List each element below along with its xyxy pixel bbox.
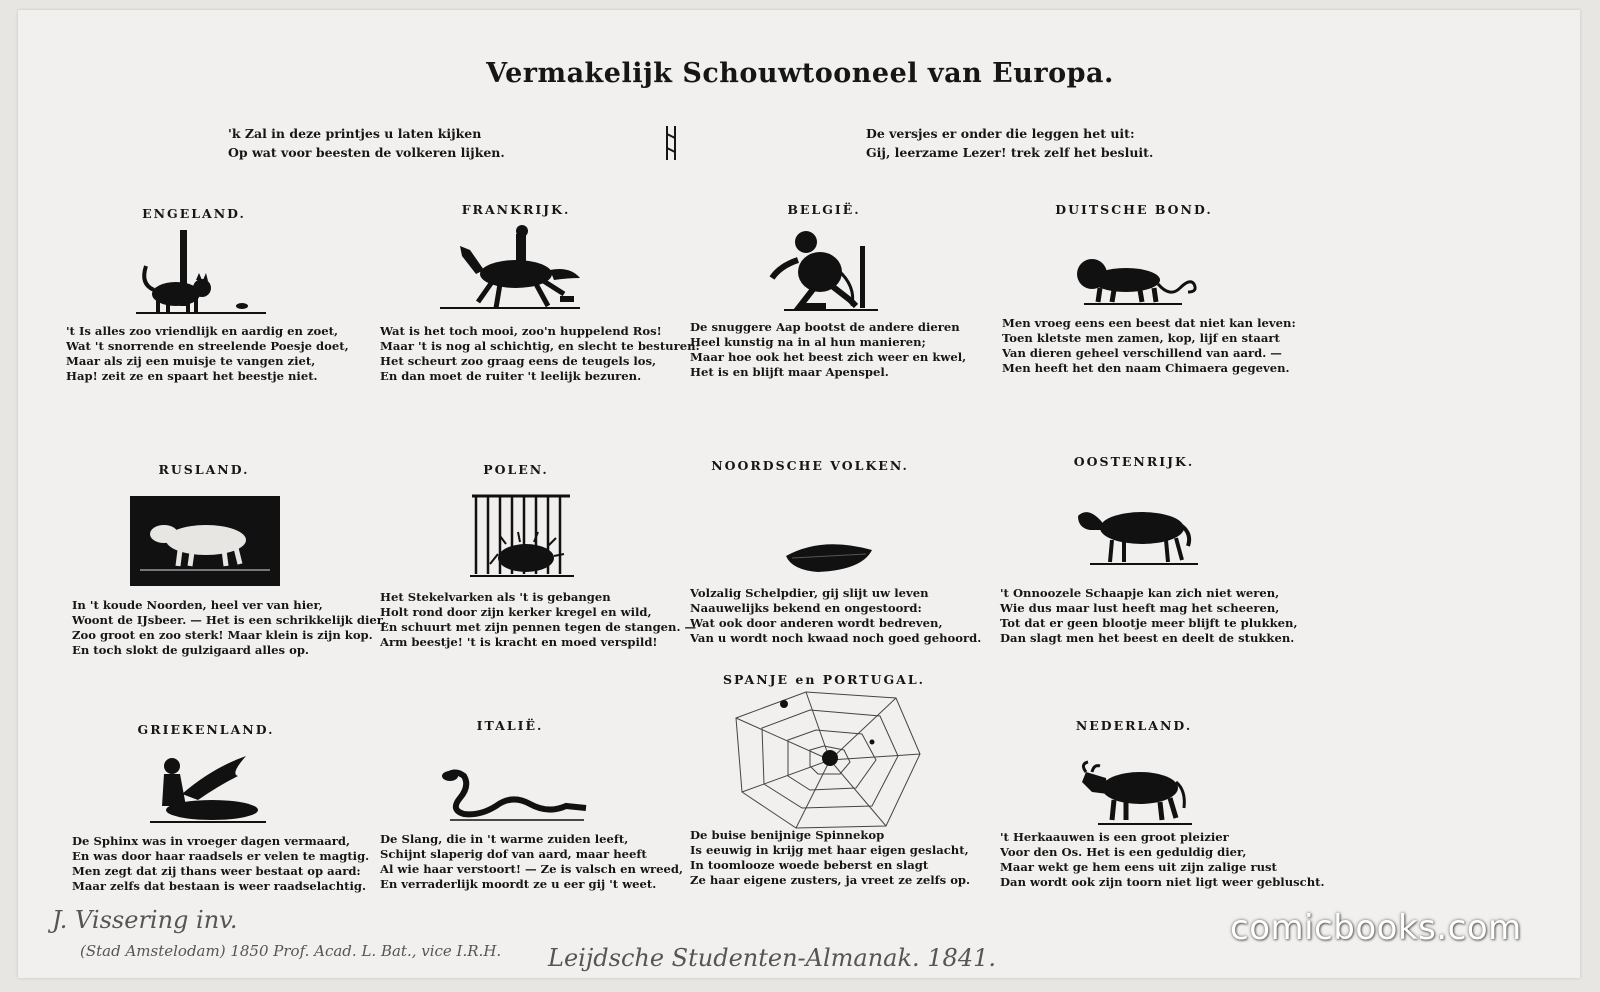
monkey-icon xyxy=(766,226,896,314)
verse-text: 't Is alles zoo vriendlijk en aardig en zoet, Wat 't snorrende en streelende Poesje doet, Maar als zij een muisje te vangen ziet, Hap! zeit ze en spaart het beestje niet. xyxy=(66,324,349,383)
country-label: ENGELAND. xyxy=(142,206,246,221)
country-label: SPANJE en PORTUGAL. xyxy=(722,672,925,687)
verse-text: De Slang, die in 't warme zuiden leeft, Schijnt slaperig dof van aard, maar heeft Al wie haar verstoort! — Ze is valsch en wreed, En verraderlijk moordt ze u eer gij 't weet. xyxy=(380,832,683,891)
brace-ornament-icon xyxy=(664,126,678,160)
signature-almanac: Leijdsche Studenten-Almanak. 1841. xyxy=(548,944,996,972)
verse-text: 't Herkaauwen is een groot pleizier Voor den Os. Het is een geduldig dier, Maar wekt ge hem eens uit zijn zalige rust Dan wordt ook zijn toorn niet ligt weer gebluscht. xyxy=(1000,830,1325,889)
sheep-icon xyxy=(1072,500,1202,572)
verse-text: De Sphinx was in vroeger dagen vermaard, En was door haar raadsels er velen te magtig. Men zegt dat zij thans weer bestaat op aard: Maar zelfs dat bestaan is weer raadselachtig. xyxy=(72,834,370,893)
country-label: RUSLAND. xyxy=(158,462,250,477)
verse-text: De buise benijnige Spinnekop Is eeuwig in krijg met haar eigen geslacht, In toomlooze woede beberst en slagt Ze haar eigene zusters, ja vreet ze zelfs op. xyxy=(690,828,971,887)
country-label: ITALIË. xyxy=(476,718,544,733)
mussel-icon xyxy=(782,534,876,576)
country-label: POLEN. xyxy=(483,462,549,477)
sphinx-icon xyxy=(142,754,272,828)
verse-text: Wat is het toch mooi, zoo'n huppelend Ros! Maar 't is nog al schichtig, en slecht te besturen: Het scheurt zoo graag eens de teugels los, En dan moet de ruiter 't leelijk bezuren. xyxy=(380,324,700,383)
horse-rider-icon xyxy=(440,222,590,314)
page-title: Vermakelijk Schouwtooneel van Europa. xyxy=(486,58,1114,89)
country-label: NEDERLAND. xyxy=(1075,718,1193,733)
porcupine-cage-icon xyxy=(470,492,574,582)
verse-text: Het Stekelvarken als 't is gebangen Holt rond door zijn kerker kregel en wild, En schuurt met zijn pennen tegen de stangen. — Arm beestje! 't is kracht en moed verspild! xyxy=(380,590,697,649)
cat-icon xyxy=(136,226,276,318)
country-label: NOORDSCHE VOLKEN. xyxy=(711,458,909,473)
country-label: GRIEKENLAND. xyxy=(137,722,275,737)
verse-text: 't Onnoozele Schaapje kan zich niet weren, Wie dus maar lust heeft mag het scheeren, Tot dat er geen blootje meer blijft te plukken, Dan slagt men het beest en deelt de stukken. xyxy=(1000,586,1298,645)
polar-bear-icon xyxy=(130,496,280,586)
verse-text: Men vroeg eens een beest dat niet kan leven: Toen kletste men zamen, kop, lijf en staart Van dieren geheel verschillend van aard. — Men heeft het den naam Chimaera gegeven. xyxy=(1002,316,1296,375)
watermark-text: comicbooks.com xyxy=(1230,908,1522,948)
chimaera-icon xyxy=(1070,254,1210,310)
verse-text: Volzalig Schelpdier, gij slijt uw leven Naauwelijks bekend en ongestoord: Wat ook door anderen wordt bedreven, Van u wordt noch kwaad noch goed gehoord. xyxy=(690,586,982,645)
signature-inventor: J. Vissering inv. xyxy=(52,906,238,934)
verse-text: In 't koude Noorden, heel ver van hier, Woont de IJsbeer. — Het is een schrikkelijk dier, Zoo groot en zoo sterk! Maar klein is zijn kop. En toch slokt de gulzigaard alles op. xyxy=(72,598,387,657)
verse-text: De snuggere Aap bootst de andere dieren Heel kunstig na in al hun manieren; Maar hoe ook het beest zich weer en kwel, Het is en blijft maar Apenspel. xyxy=(690,320,967,379)
signature-imprint: (Stad Amstelodam) 1850 Prof. Acad. L. Bat., vice I.R.H. xyxy=(80,942,502,960)
country-label: BELGIË. xyxy=(787,202,861,217)
spiderweb-icon xyxy=(726,688,926,834)
country-label: FRANKRIJK. xyxy=(461,202,571,217)
intro-left: 'k Zal in deze printjes u laten kijken Op wat voor beesten de volkeren lijken. xyxy=(228,126,505,160)
country-label: OOSTENRIJK. xyxy=(1073,454,1195,469)
snake-icon xyxy=(440,766,590,824)
intro-right: De versjes er onder die leggen het uit: Gij, leerzame Lezer! trek zelf het besluit. xyxy=(866,126,1154,160)
country-label: DUITSCHE BOND. xyxy=(1055,202,1213,217)
ox-icon xyxy=(1076,760,1194,832)
